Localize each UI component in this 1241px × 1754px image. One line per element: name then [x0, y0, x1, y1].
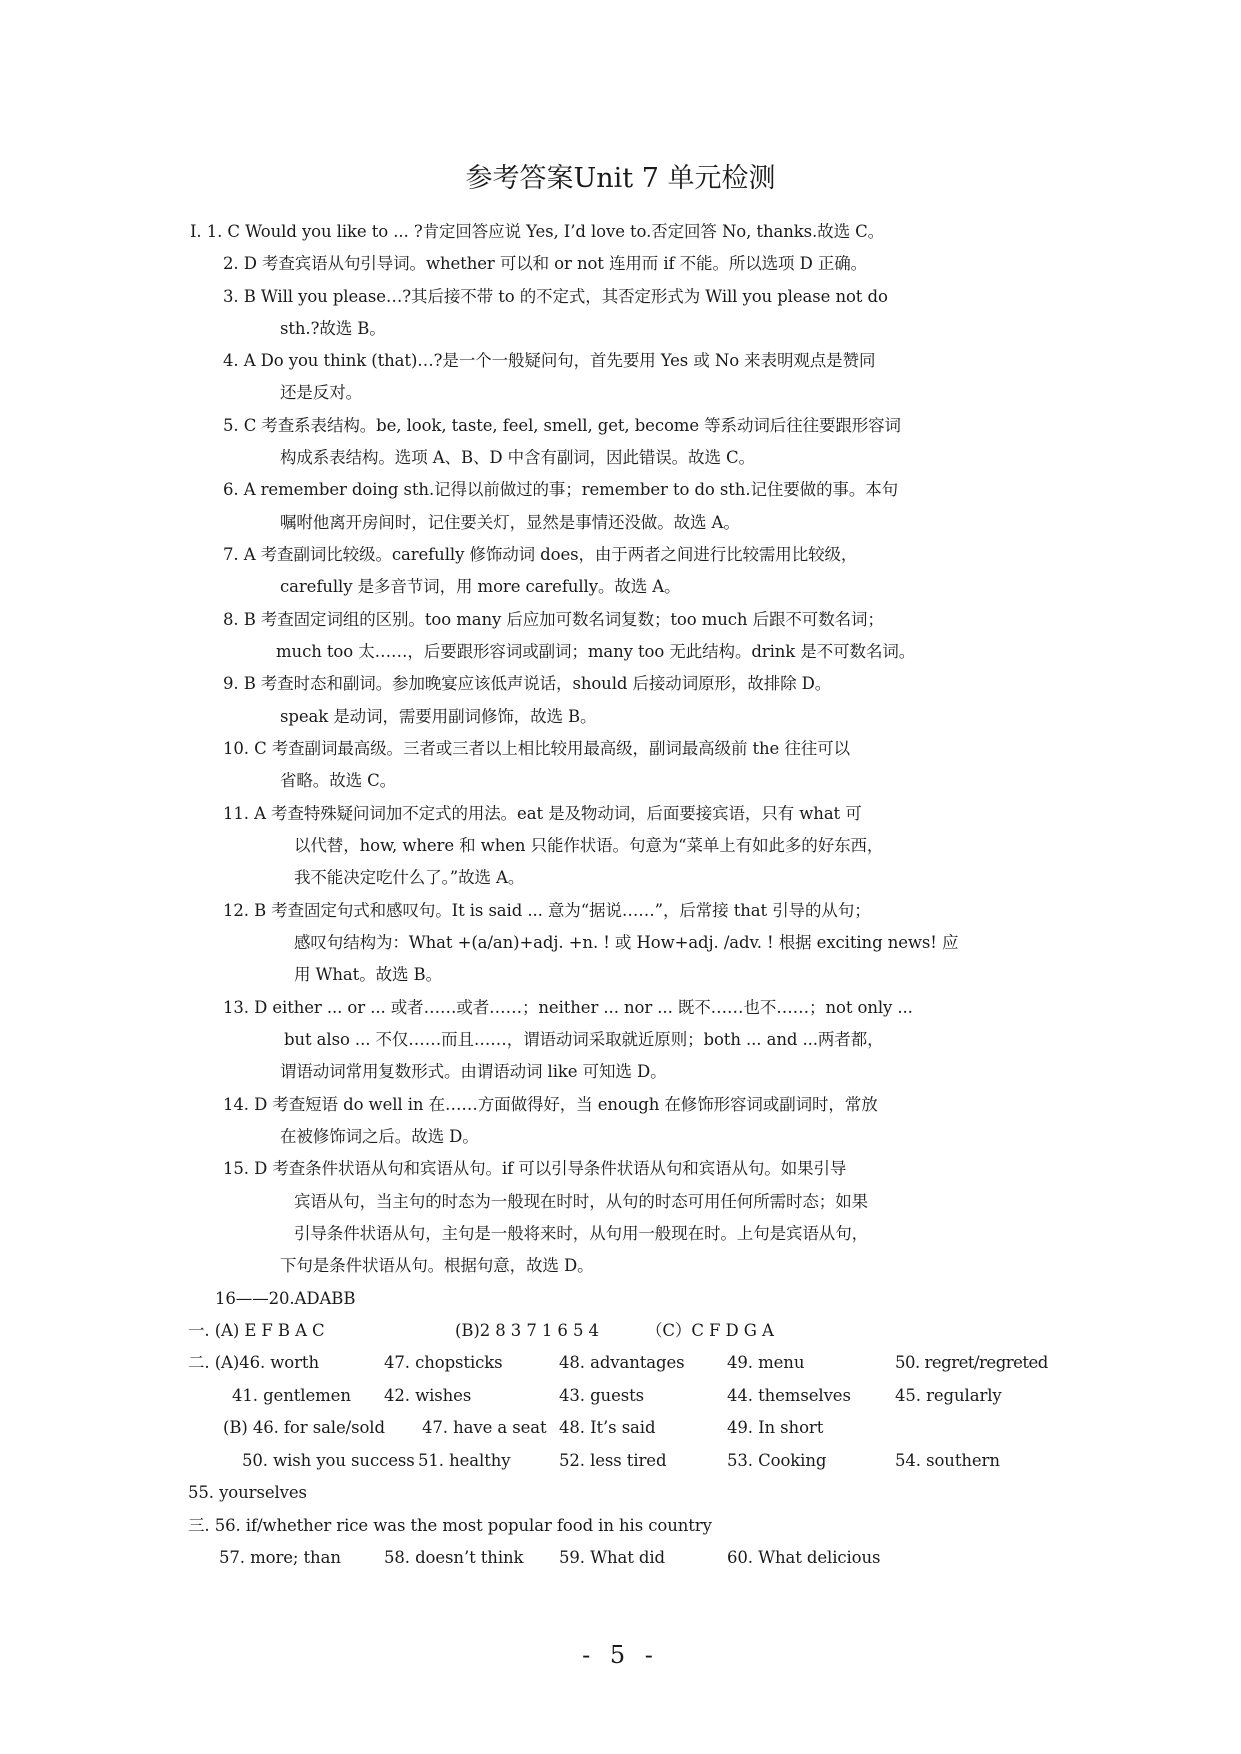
word-answer: 50. regret/regreted [895, 1353, 1048, 1372]
word-answer: 43. guests [559, 1386, 645, 1405]
word-answer: 52. less tired [559, 1451, 667, 1470]
answer-13-cont2: 谓语动词常用复数形式。由谓语动词 like 可知选 D。 [280, 1062, 667, 1081]
section-1-c: （C）C F D G A [646, 1321, 774, 1340]
section-2-label: 二. (A)46. worth [188, 1353, 319, 1372]
answer-15-cont2: 引导条件状语从句，主句是一般将来时，从句用一般现在时。上句是宾语从句， [294, 1224, 869, 1243]
answers-16-20: 16——20.ADABB [215, 1289, 356, 1308]
word-answer: 47. chopsticks [384, 1353, 503, 1372]
word-answer: 48. advantages [559, 1353, 685, 1372]
answer-4-cont: 还是反对。 [280, 383, 363, 402]
word-answer: 53. Cooking [727, 1451, 827, 1470]
sentence-answer: 60. What delicious [727, 1548, 881, 1567]
word-answer: (B) 46. for sale/sold [223, 1418, 385, 1437]
answer-5-cont: 构成系表结构。选项 A、B、D 中含有副词，因此错误。故选 C。 [280, 448, 755, 467]
word-answer: 54. southern [895, 1451, 1000, 1470]
answer-5: 5. C 考查系表结构。be, look, taste, feel, smell, get, become 等系动词后往往要跟形容词 [223, 416, 901, 435]
word-answer: 55. yourselves [188, 1483, 307, 1502]
word-answer: 49. In short [727, 1418, 824, 1437]
word-answer: 44. themselves [727, 1386, 851, 1405]
answer-10-cont: 省略。故选 C。 [280, 771, 397, 790]
word-answer: 42. wishes [384, 1386, 472, 1405]
answer-12: 12. B 考查固定句式和感叹句。It is said ... 意为“据说……”，后常接 that 引导的从句； [223, 901, 871, 920]
answer-14: 14. D 考查短语 do well in 在……方面做得好，当 enough 在修饰形容词或副词时，常放 [223, 1095, 878, 1114]
answer-13-cont: but also ... 不仅……而且……，谓语动词采取就近原则；both ... and ...两者都， [284, 1030, 884, 1049]
word-answer: 49. menu [727, 1353, 805, 1372]
sentence-answer: 58. doesn’t think [384, 1548, 524, 1567]
sentence-answer-56: 三. 56. if/whether rice was the most popular food in his country [188, 1516, 712, 1535]
answer-12-cont: 感叹句结构为：What +(a/an)+adj. +n. ! 或 How+adj. /adv. ! 根据 exciting news! 应 [294, 933, 959, 952]
answer-9-cont: speak 是动词，需要用副词修饰，故选 B。 [280, 707, 597, 726]
answer-15: 15. D 考查条件状语从句和宾语从句。if 可以引导条件状语从句和宾语从句。如果引导 [223, 1159, 847, 1178]
answer-14-cont: 在被修饰词之后。故选 D。 [280, 1127, 479, 1146]
answer-7: 7. A 考查副词比较级。carefully 修饰动词 does，由于两者之间进行比较需用比较级， [223, 545, 858, 564]
answer-2: 2. D 考查宾语从句引导词。whether 可以和 or not 连用而 if 不能。所以选项 D 正确。 [223, 254, 868, 273]
word-answer: 48. It’s said [559, 1418, 656, 1437]
word-answer: 41. gentlemen [232, 1386, 351, 1405]
answer-3-cont: sth.?故选 B。 [280, 319, 386, 338]
answer-4: 4. A Do you think (that)…?是一个一般疑问句，首先要用 Yes 或 No 来表明观点是赞同 [223, 351, 876, 370]
page-number: - 5 - [582, 1641, 659, 1669]
word-answer: 47. have a seat [422, 1418, 547, 1437]
answer-11-cont: 以代替，how, where 和 when 只能作状语。句意为“菜单上有如此多的好东西， [294, 836, 884, 855]
word-answer: 51. healthy [418, 1451, 511, 1470]
answer-12-cont2: 用 What。故选 B。 [294, 965, 442, 984]
answer-10: 10. C 考查副词最高级。三者或三者以上相比较用最高级，副词最高级前 the 往往可以 [223, 739, 850, 758]
answer-11-cont2: 我不能决定吃什么了。”故选 A。 [294, 868, 525, 887]
section-1-a: 一. (A) E F B A C [188, 1321, 325, 1340]
answer-1: Ⅰ. 1. C Would you like to ... ?肯定回答应说 Yes, I’d love to.否定回答 No, thanks.故选 C。 [190, 222, 885, 241]
word-answer: 45. regularly [895, 1386, 1002, 1405]
section-1-b: (B)2 8 3 7 1 6 5 4 [455, 1321, 599, 1340]
answer-8: 8. B 考查固定词组的区别。too many 后应加可数名词复数；too much 后跟不可数名词； [223, 610, 884, 629]
answer-15-cont: 宾语从句，当主句的时态为一般现在时时，从句的时态可用任何所需时态；如果 [294, 1192, 869, 1211]
sentence-answer: 57. more; than [219, 1548, 341, 1567]
answer-8-cont: much too 太……，后要跟形容词或副词；many too 无此结构。drink 是不可数名词。 [276, 642, 916, 661]
answer-9: 9. B 考查时态和副词。参加晚宴应该低声说话，should 后接动词原形，故排除 D。 [223, 674, 832, 693]
answer-11: 11. A 考查特殊疑问词加不定式的用法。eat 是及物动词，后面要接宾语，只有 what 可 [223, 804, 862, 823]
answer-15-cont3: 下句是条件状语从句。根据句意，故选 D。 [280, 1256, 594, 1275]
answer-7-cont: carefully 是多音节词，用 more carefully。故选 A。 [280, 577, 681, 596]
answer-6-cont: 嘱咐他离开房间时，记住要关灯，显然是事情还没做。故选 A。 [280, 513, 740, 532]
page-title: 参考答案Unit 7 单元检测 [465, 163, 776, 194]
sentence-answer: 59. What did [559, 1548, 665, 1567]
word-answer: 50. wish you success [242, 1451, 415, 1470]
answer-6: 6. A remember doing sth.记得以前做过的事；remember to do sth.记住要做的事。本句 [223, 480, 899, 499]
answer-13: 13. D either ... or ... 或者……或者……；neither ... nor ... 既不……也不……；not only ... [223, 998, 913, 1017]
answer-3: 3. B Will you please…?其后接不带 to 的不定式，其否定形式为 Will you please not do [223, 287, 888, 306]
